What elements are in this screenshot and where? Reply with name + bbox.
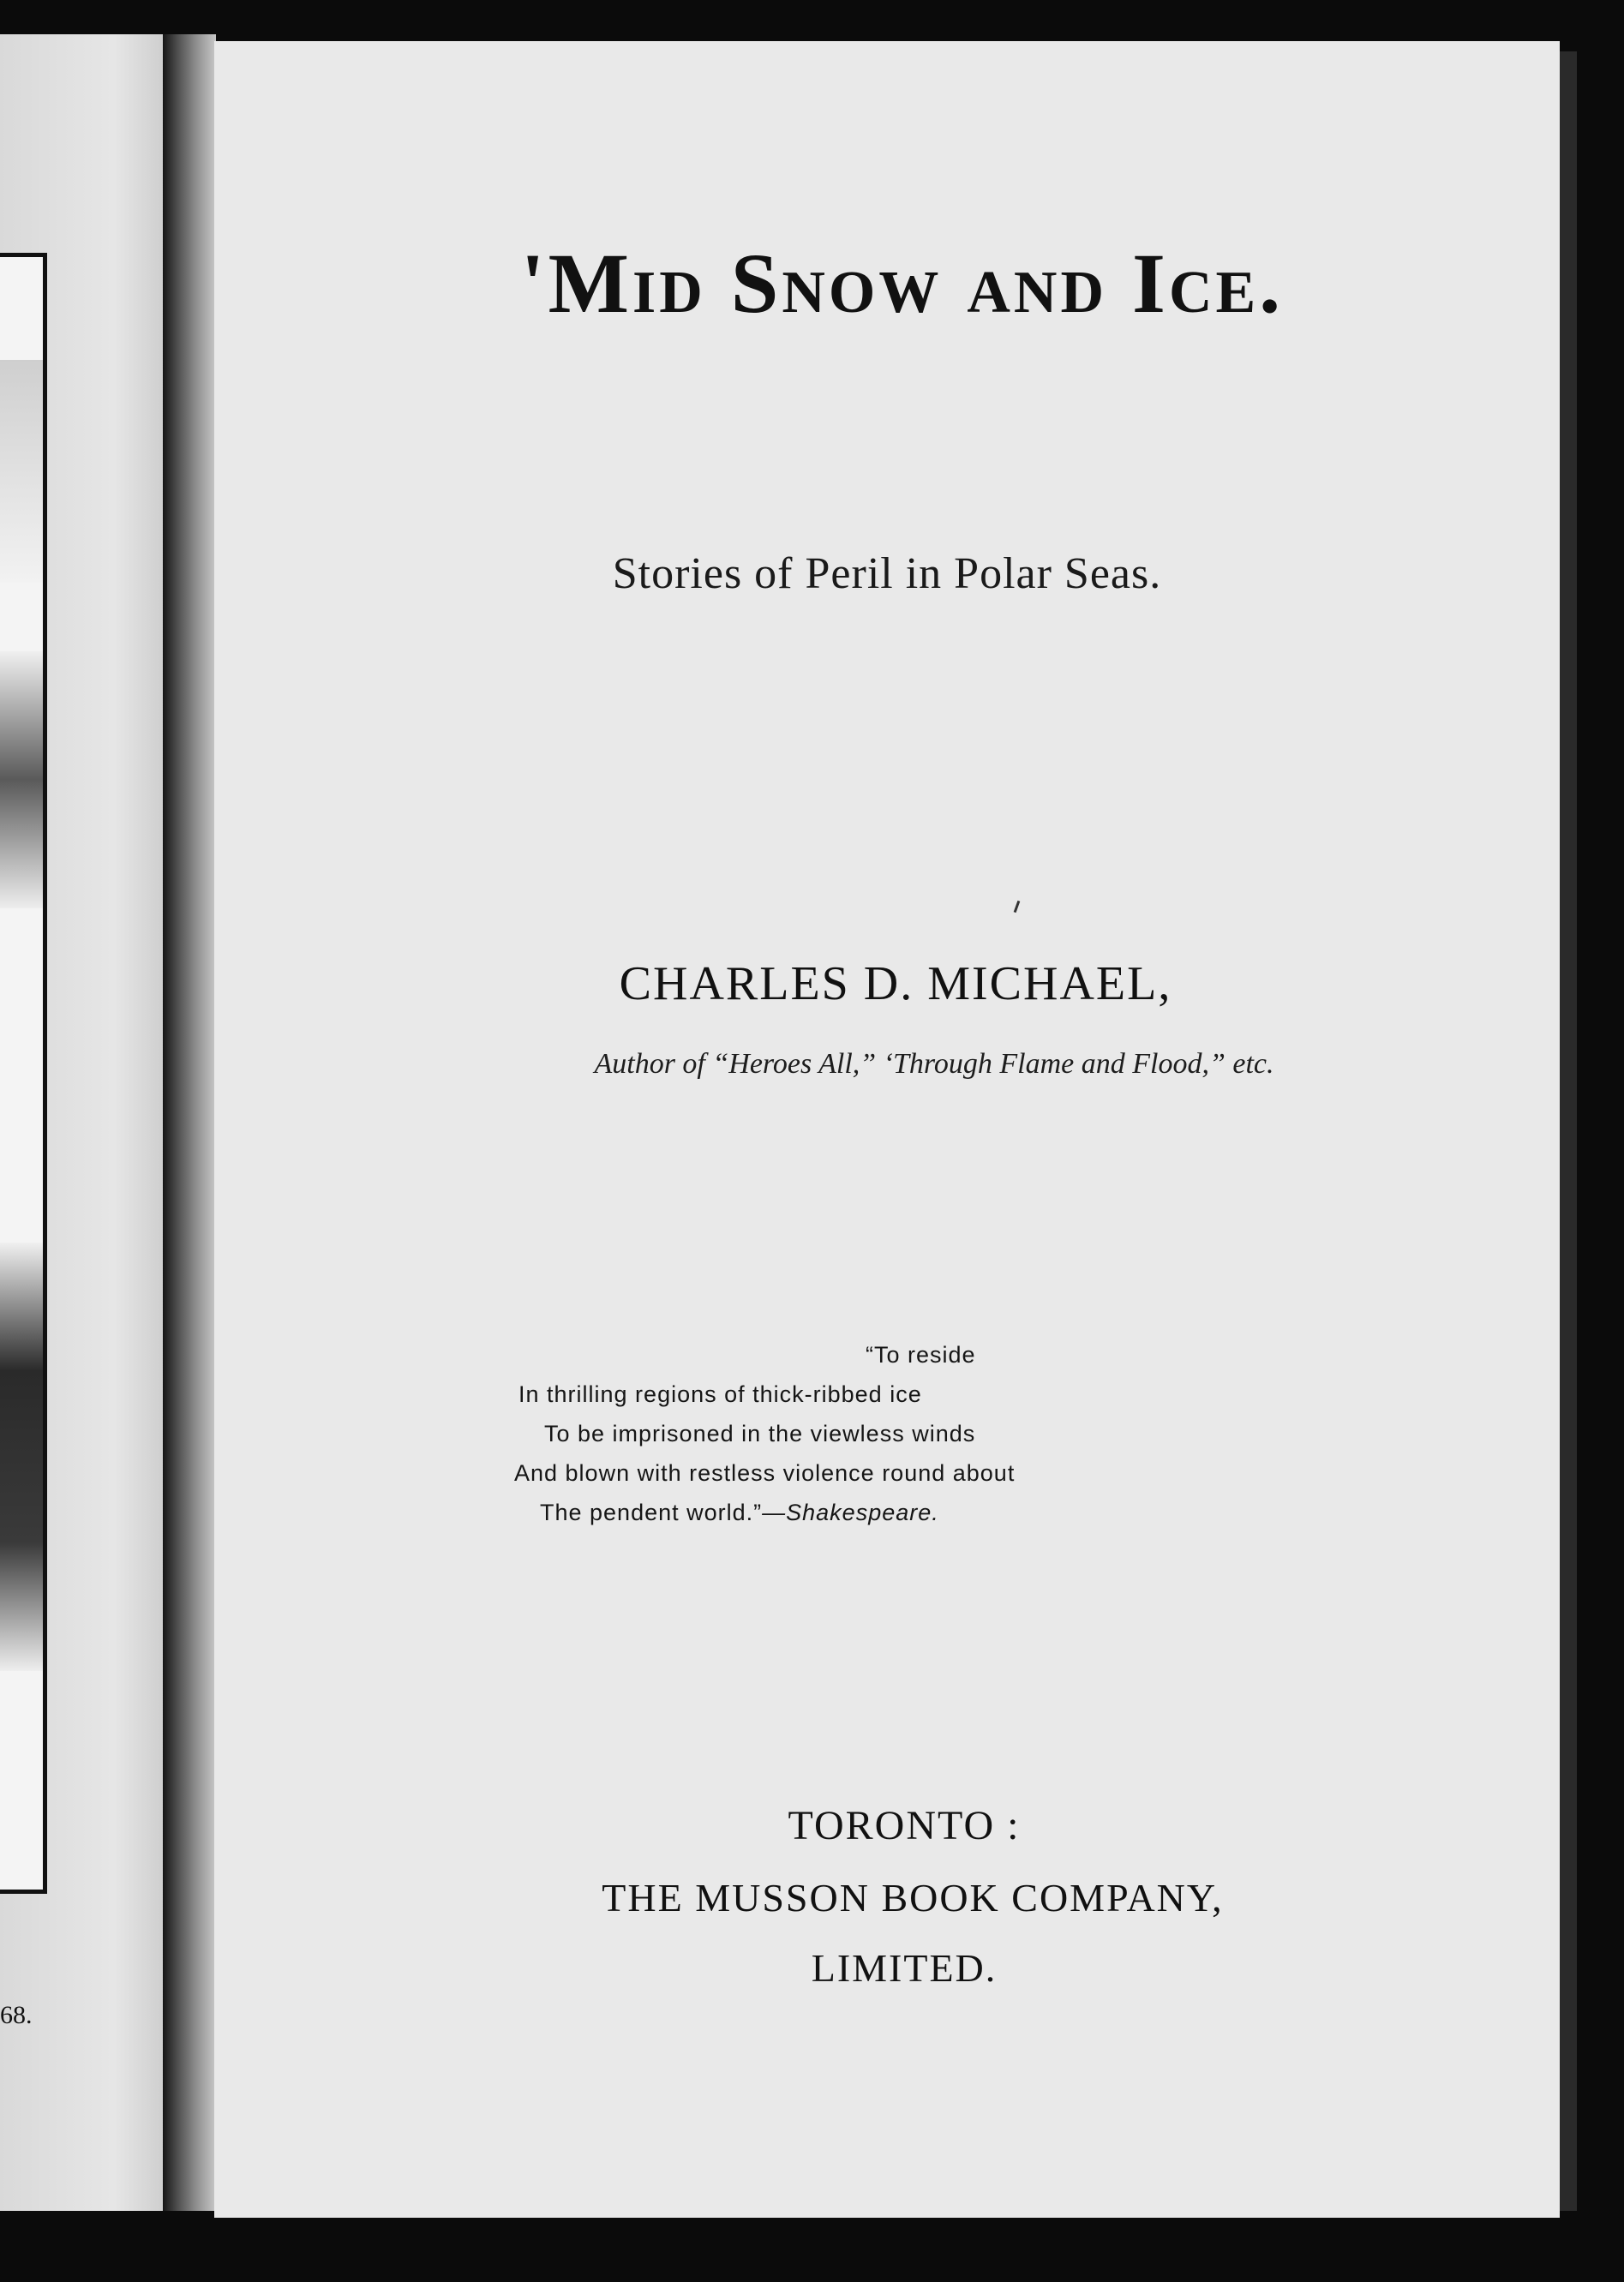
frontispiece-plate-edge bbox=[0, 253, 47, 1894]
author-credit: Author of “Heroes All,” ‘Through Flame and Flood,” etc. bbox=[594, 1048, 1274, 1080]
previous-page-edge bbox=[0, 34, 163, 2211]
epigraph-line: “To reside bbox=[866, 1342, 976, 1368]
epigraph-attribution: —Shakespeare. bbox=[762, 1500, 939, 1525]
book-subtitle: Stories of Peril in Polar Seas. bbox=[612, 549, 1162, 598]
publisher-city: TORONTO : bbox=[788, 1803, 1021, 1848]
epigraph-line: To be imprisoned in the viewless winds bbox=[544, 1421, 976, 1446]
previous-page-number: 68. bbox=[0, 2001, 33, 2029]
ink-mark bbox=[1014, 901, 1021, 913]
epigraph-line: In thrilling regions of thick-ribbed ice bbox=[518, 1381, 922, 1407]
book-title: 'Mid Snow and Ice. bbox=[520, 236, 1285, 331]
scan-border bbox=[0, 2218, 1624, 2282]
epigraph bbox=[514, 1335, 1015, 1532]
publisher-suffix: LIMITED. bbox=[811, 1946, 998, 1990]
epigraph-final-line bbox=[514, 1493, 1015, 1532]
title-page bbox=[214, 41, 1560, 2218]
author-name: CHARLES D. MICHAEL, bbox=[619, 957, 1172, 1010]
epigraph-line: The pendent world.” bbox=[540, 1500, 763, 1525]
book-gutter bbox=[163, 34, 216, 2211]
epigraph-line: And blown with restless violence round about bbox=[514, 1460, 1016, 1486]
page-edge-shadow bbox=[1560, 51, 1577, 2211]
publisher-name: THE MUSSON BOOK COMPANY, bbox=[602, 1876, 1224, 1920]
